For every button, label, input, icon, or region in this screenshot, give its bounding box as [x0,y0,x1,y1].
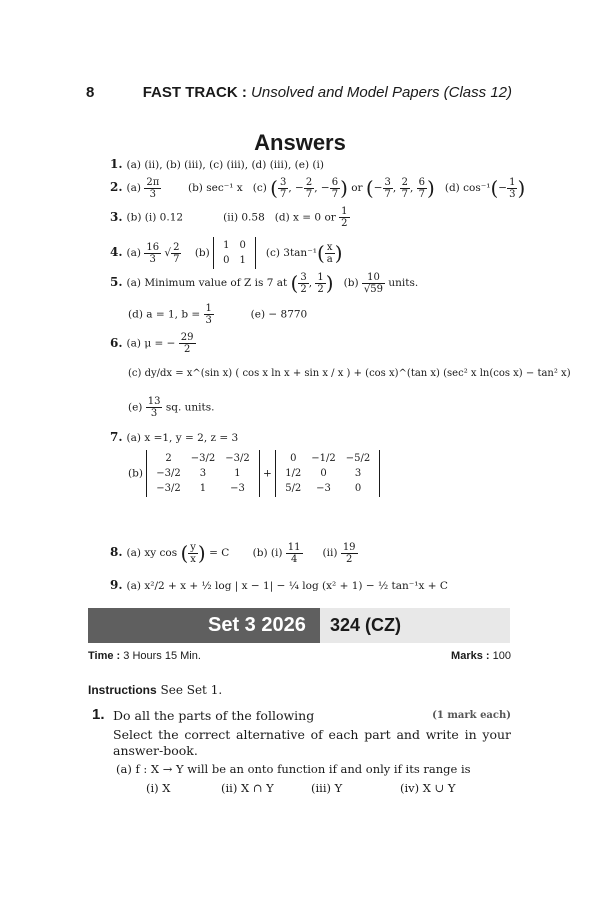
answer-9: 9. (a) x²/2 + x + ½ log | x − 1| − ¼ log (x² + 1) − ½ tan⁻¹x + C [110,578,448,592]
running-header [143,84,512,101]
matrix: 1 0 0 1 [213,237,256,269]
answer-3: 3. (b) (i) 0.12 (ii) 0.58 (d) x = 0 or $\frac{1}{2}$ [110,206,348,229]
answers-title: Answers [254,130,346,155]
answer-2: 2. (a) $\frac{2\pi}{3}$ (b) sec⁻¹ x (c) ( $\frac{3}{7}$ , − $\frac{2}{7}$ , − $\frac{6}{7}$ ) or (− $\frac{3}{7}$ , $\frac{2}{7}$ , $\frac{6}{7}$ ) (d) cos⁻¹(− $\frac{1}{3}$ ) [110,176,526,200]
question-part-a: (a) f : X → Y will be an onto function if and only if its range is [116,762,471,776]
option-i: (i) X [146,781,171,795]
answer-8: 8. (a) xy cos ( $\frac{y}{x}$ ) = C (b) (i) $\frac{11}{4}$ (ii) $\frac{19}{2}$ [110,541,356,565]
question-number: 1. [92,706,105,723]
page-number: 8 [86,84,95,101]
book-title: FAST TRACK : [142,84,247,101]
fraction: $\frac{2\pi}{3}$ [146,176,160,200]
answer-7: 7. (a) x =1, y = 2, z = 3 [110,430,239,444]
answer-6-e: (e) $\frac{13}{3}$ sq. units. [128,396,215,419]
answer-4: 4. (a) $\frac{16}{3}$ √ $\frac{2}{7}$ (b) 1 0 0 1 (c) 3tan⁻¹( $\frac{x}{a}$ ) [110,237,343,269]
option-ii: (ii) X ∩ Y [221,781,274,795]
question-text: Do all the parts of the following [113,708,315,723]
option-iv: (iv) X ∪ Y [400,781,456,795]
answer-5-more: (d) a = 1, b = $\frac{1}{3}$ (e) − 8770 [128,303,308,326]
answer-1: 1. (a) (ii), (b) (iii), (c) (iii), (d) (iii), (e) (i) [110,157,324,171]
option-iii: (iii) Y [311,781,343,795]
answer-5: 5. (a) Minimum value of Z is 7 at ( $\frac{3}{2}$ , $\frac{1}{2}$ ) (b) $\frac{10}{√59}$ units. [110,271,419,295]
paper-code: 324 (CZ) [320,608,510,643]
answer-6: 6. (a) μ = − $\frac{29}{2}$ [110,332,194,355]
time-info: Time : 3 Hours 15 Min. [88,650,201,662]
set-banner [88,608,510,643]
question-marks: (1 mark each) [432,710,511,721]
answer-1-text: (a) (ii), (b) (iii), (c) (iii), (d) (iii), (e) (i) [126,159,324,171]
question-body: Select the correct alternative of each part and write in your answer-book. [113,727,511,758]
book-subtitle: Unsolved and Model Papers (Class 12) [251,84,512,101]
answer-6-c: (c) dy/dx = x^(sin x) ( cos x ln x + sin x / x ) + (cos x)^(tan x) (sec² x ln(cos x) − tan² x) [128,368,571,379]
answer-7-matrix: (b) 2 −3/2 −3/2 −3/2 3 1 −3/2 1 −3 + 0 −1/2 −5/2 1/2 0 3 5/2 −3 0 [128,450,380,497]
set-title: Set 3 2026 [208,614,306,636]
instructions: Instructions See Set 1. [88,683,223,697]
marks-info: Marks : 100 [451,650,511,662]
